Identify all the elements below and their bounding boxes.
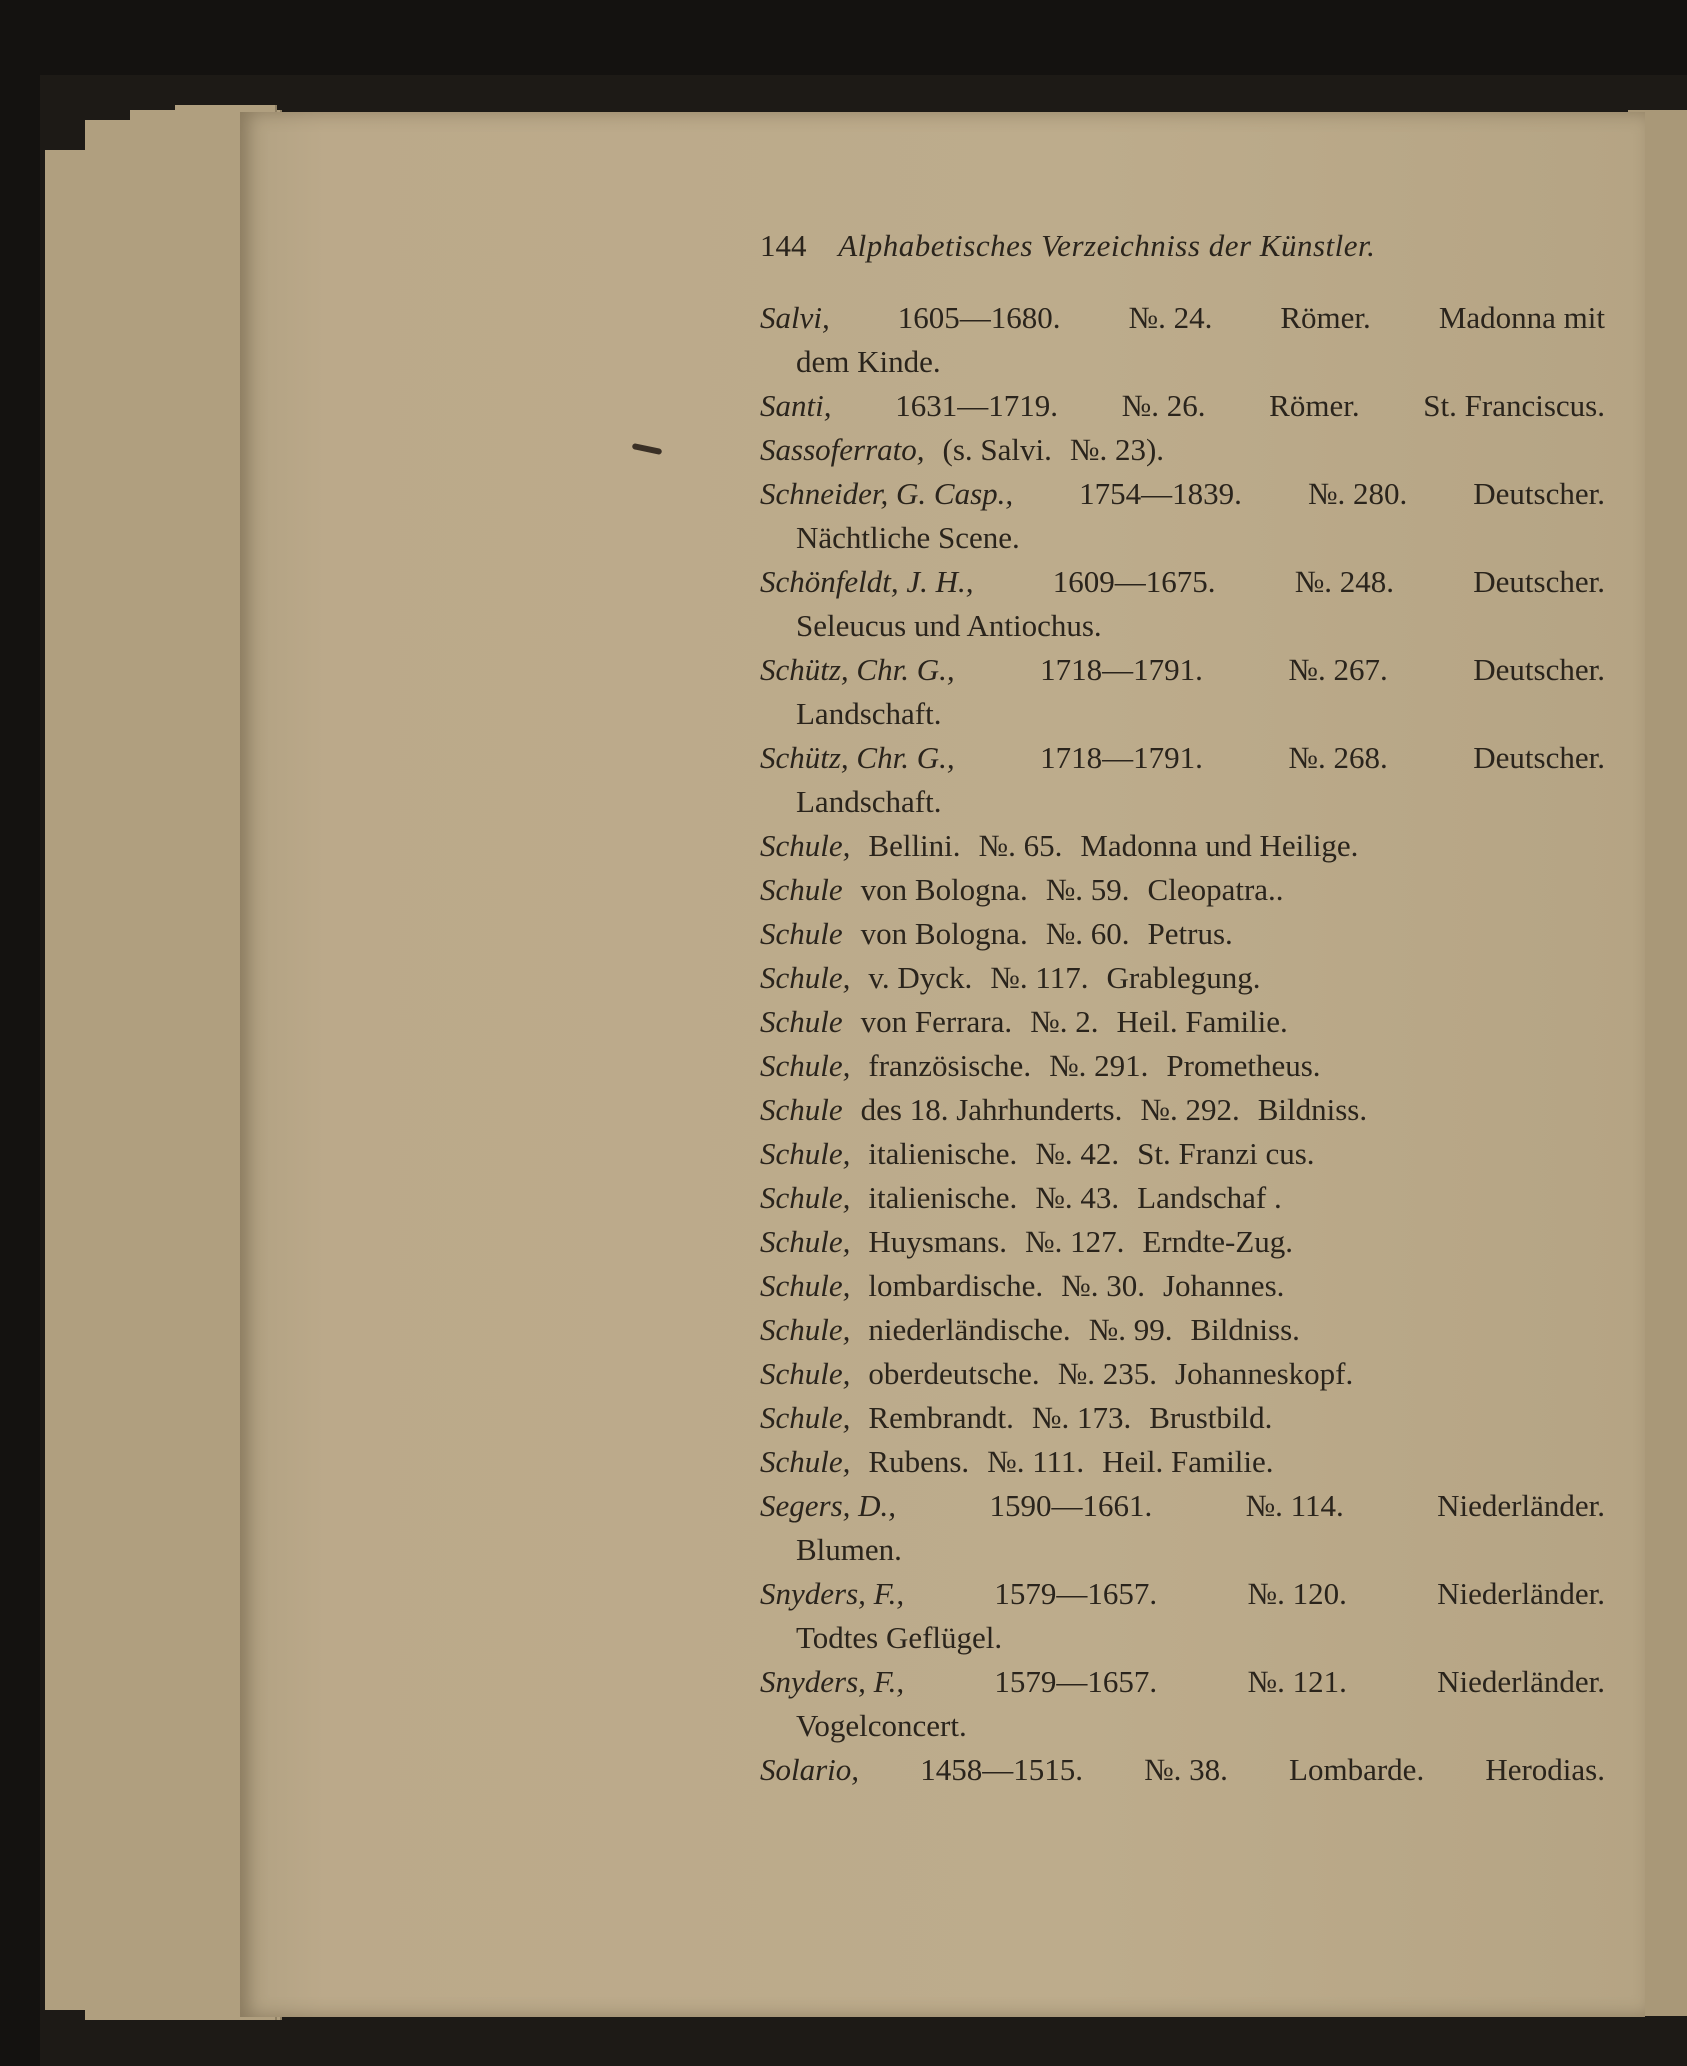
entry-field: Niederländer.: [1437, 1576, 1605, 1611]
artist-index: [760, 296, 1605, 1792]
entry-field: des 18. Jahrhunderts.: [860, 1092, 1123, 1127]
entry-line: [760, 1044, 1605, 1088]
entry-field: №. 291.: [1049, 1048, 1149, 1083]
entry-field: Heil. Familie.: [1116, 1004, 1288, 1039]
entry-field: 1458—1515.: [920, 1752, 1083, 1787]
page-number: 144: [760, 228, 807, 263]
entry-continuation: Vogelconcert.: [796, 1708, 967, 1743]
entry-line: [760, 736, 1605, 780]
index-entry: [760, 1264, 1605, 1308]
entry-field: №. 42.: [1035, 1136, 1120, 1171]
entry-field: Bildniss.: [1190, 1312, 1300, 1347]
entry-field: №. 60.: [1045, 916, 1130, 951]
entry-field: St. Franciscus.: [1423, 388, 1605, 423]
entry-line: [760, 956, 1605, 1000]
index-entry: [760, 1220, 1605, 1264]
index-entry: [760, 1396, 1605, 1440]
entry-field: Römer.: [1280, 300, 1371, 335]
entry-line: [760, 472, 1605, 516]
entry-field: Johanneskopf.: [1175, 1356, 1354, 1391]
artist-name: Schule: [760, 916, 843, 951]
artist-name: Segers, D.,: [760, 1488, 897, 1523]
entry-line: [760, 384, 1605, 428]
entry-field: №. 292.: [1140, 1092, 1240, 1127]
entry-field: (s. Salvi.: [942, 432, 1052, 467]
index-entry: [760, 1660, 1605, 1748]
entry-field: Rembrandt.: [868, 1400, 1014, 1435]
index-entry: [760, 736, 1605, 824]
entry-field: Madonna mit: [1438, 300, 1605, 335]
entry-field: Madonna und Heilige.: [1080, 828, 1359, 863]
entry-field: №. 280.: [1307, 476, 1408, 511]
entry-continuation: Blumen.: [796, 1532, 902, 1567]
entry-field: Brustbild.: [1149, 1400, 1273, 1435]
index-entry: [760, 1088, 1605, 1132]
entry-field: Deutscher.: [1473, 740, 1605, 775]
page-header: [760, 228, 1375, 264]
entry-continuation: Nächtliche Scene.: [796, 520, 1020, 555]
entry-line: [760, 296, 1605, 340]
entry-field: 1718—1791.: [1040, 652, 1203, 687]
index-entry: [760, 296, 1605, 384]
index-entry: [760, 428, 1605, 472]
entry-field: v. Dyck.: [868, 960, 973, 995]
index-entry: [760, 1176, 1605, 1220]
entry-field: Deutscher.: [1473, 476, 1605, 511]
entry-field: №. 235.: [1057, 1356, 1158, 1391]
entry-field: 1590—1661.: [989, 1488, 1153, 1523]
entry-field: Bildniss.: [1257, 1092, 1368, 1127]
entry-field: Grablegung.: [1106, 960, 1261, 995]
entry-field: Niederländer.: [1437, 1664, 1605, 1699]
artist-name: Schule,: [760, 1180, 851, 1215]
index-entry: [760, 648, 1605, 736]
artist-name: Schule: [760, 1004, 843, 1039]
entry-field: Petrus.: [1147, 916, 1233, 951]
entry-line: [760, 428, 1605, 472]
artist-name: Schule,: [760, 1136, 851, 1171]
entry-field: №. 267.: [1288, 652, 1388, 687]
artist-name: Schneider, G. Casp.,: [760, 476, 1014, 511]
artist-name: Schule,: [760, 1224, 851, 1259]
entry-field: №. 127.: [1025, 1224, 1125, 1259]
entry-field: №. 43.: [1035, 1180, 1120, 1215]
entry-field: №. 2.: [1030, 1004, 1099, 1039]
entry-field: Herodias.: [1485, 1752, 1605, 1787]
artist-name: Schönfeldt, J. H.,: [760, 564, 974, 599]
entry-line: [760, 1660, 1605, 1704]
entry-line: [760, 1088, 1605, 1132]
index-entry: [760, 824, 1605, 868]
index-entry: [760, 1352, 1605, 1396]
entry-continuation: Landschaft.: [796, 696, 942, 731]
artist-name: Schütz, Chr. G.,: [760, 740, 955, 775]
entry-field: Niederländer.: [1437, 1488, 1605, 1523]
entry-field: Landschaf .: [1137, 1180, 1282, 1215]
index-entry: [760, 384, 1605, 428]
entry-continuation: dem Kinde.: [796, 344, 941, 379]
artist-name: Santi,: [760, 388, 832, 423]
entry-line: [760, 912, 1605, 956]
entry-field: Erndte-Zug.: [1142, 1224, 1293, 1259]
entry-field: №. 173.: [1031, 1400, 1132, 1435]
entry-field: 1605—1680.: [897, 300, 1061, 335]
entry-field: lombardische.: [868, 1268, 1044, 1303]
entry-line: [760, 1748, 1605, 1792]
entry-line: [760, 1176, 1605, 1220]
index-entry: [760, 1308, 1605, 1352]
entry-field: oberdeutsche.: [868, 1356, 1040, 1391]
artist-name: Schule,: [760, 1356, 851, 1391]
artist-name: Schule,: [760, 1312, 851, 1347]
artist-name: Schule,: [760, 1400, 851, 1435]
running-title: Alphabetisches Verzeichniss der Künstler.: [838, 228, 1376, 263]
entry-continuation: Seleucus und Antiochus.: [796, 608, 1102, 643]
entry-line: [760, 1264, 1605, 1308]
index-entry: [760, 1000, 1605, 1044]
entry-field: von Ferrara.: [860, 1004, 1013, 1039]
entry-field: Cleopatra..: [1147, 872, 1284, 907]
entry-field: Bellini.: [868, 828, 961, 863]
artist-name: Snyders, F.,: [760, 1664, 905, 1699]
entry-field: №. 120.: [1247, 1576, 1347, 1611]
entry-field: niederländische.: [868, 1312, 1071, 1347]
entry-field: Deutscher.: [1473, 652, 1605, 687]
entry-line: [760, 648, 1605, 692]
entry-field: von Bologna.: [860, 872, 1028, 907]
entry-field: №. 24.: [1128, 300, 1213, 335]
entry-line: [760, 1352, 1605, 1396]
entry-line: [760, 1000, 1605, 1044]
entry-line: [760, 1308, 1605, 1352]
entry-field: Johannes.: [1162, 1268, 1285, 1303]
entry-field: №. 117.: [990, 960, 1089, 995]
entry-field: №. 23).: [1069, 432, 1165, 467]
entry-field: №. 111.: [987, 1444, 1085, 1479]
entry-field: 1631—1719.: [895, 388, 1058, 423]
entry-line: [760, 1572, 1605, 1616]
index-entry: [760, 956, 1605, 1000]
entry-field: 1579—1657.: [994, 1576, 1158, 1611]
entry-field: №. 248.: [1294, 564, 1395, 599]
artist-name: Salvi,: [760, 300, 830, 335]
index-entry: [760, 912, 1605, 956]
entry-field: 1609—1675.: [1052, 564, 1216, 599]
entry-field: №. 99.: [1088, 1312, 1173, 1347]
entry-field: №. 65.: [978, 828, 1063, 863]
entry-field: №. 121.: [1247, 1664, 1347, 1699]
artist-name: Schütz, Chr. G.,: [760, 652, 955, 687]
index-entry: [760, 1484, 1605, 1572]
entry-line: [760, 868, 1605, 912]
artist-name: Schule,: [760, 828, 851, 863]
entry-field: №. 114.: [1245, 1488, 1344, 1523]
entry-field: 1579—1657.: [994, 1664, 1158, 1699]
entry-continuation: Landschaft.: [796, 784, 942, 819]
entry-field: 1718—1791.: [1040, 740, 1203, 775]
artist-name: Schule: [760, 1092, 843, 1127]
artist-name: Solario,: [760, 1752, 860, 1787]
artist-name: Schule,: [760, 1048, 851, 1083]
entry-field: französische.: [868, 1048, 1032, 1083]
entry-field: Rubens.: [868, 1444, 970, 1479]
index-entry: [760, 472, 1605, 560]
entry-field: 1754—1839.: [1079, 476, 1242, 511]
index-entry: [760, 1440, 1605, 1484]
index-entry: [760, 1572, 1605, 1660]
artist-name: Schule: [760, 872, 843, 907]
artist-name: Snyders, F.,: [760, 1576, 905, 1611]
entry-field: italienische.: [868, 1136, 1018, 1171]
artist-name: Schule,: [760, 1268, 851, 1303]
entry-field: №. 59.: [1045, 872, 1130, 907]
entry-line: [760, 1132, 1605, 1176]
index-entry: [760, 1044, 1605, 1088]
index-entry: [760, 1132, 1605, 1176]
index-entry: [760, 1748, 1605, 1792]
entry-field: Heil. Familie.: [1102, 1444, 1274, 1479]
entry-line: [760, 824, 1605, 868]
entry-field: Römer.: [1269, 388, 1360, 423]
artist-name: Sassoferrato,: [760, 432, 925, 467]
entry-line: [760, 1396, 1605, 1440]
entry-field: St. Franzi cus.: [1137, 1136, 1315, 1171]
entry-line: [760, 1440, 1605, 1484]
entry-field: Lombarde.: [1289, 1752, 1425, 1787]
entry-field: №. 38.: [1144, 1752, 1228, 1787]
entry-field: italienische.: [868, 1180, 1018, 1215]
artist-name: Schule,: [760, 1444, 851, 1479]
index-entry: [760, 868, 1605, 912]
entry-field: von Bologna.: [860, 916, 1028, 951]
entry-field: №. 30.: [1061, 1268, 1145, 1303]
entry-field: №. 26.: [1121, 388, 1206, 423]
entry-line: [760, 560, 1605, 604]
entry-field: Prometheus.: [1166, 1048, 1321, 1083]
entry-line: [760, 1220, 1605, 1264]
entry-field: Huysmans.: [868, 1224, 1008, 1259]
entry-line: [760, 1484, 1605, 1528]
entry-field: №. 268.: [1288, 740, 1388, 775]
artist-name: Schule,: [760, 960, 851, 995]
entry-field: Deutscher.: [1473, 564, 1605, 599]
entry-continuation: Todtes Geflügel.: [796, 1620, 1003, 1655]
index-entry: [760, 560, 1605, 648]
